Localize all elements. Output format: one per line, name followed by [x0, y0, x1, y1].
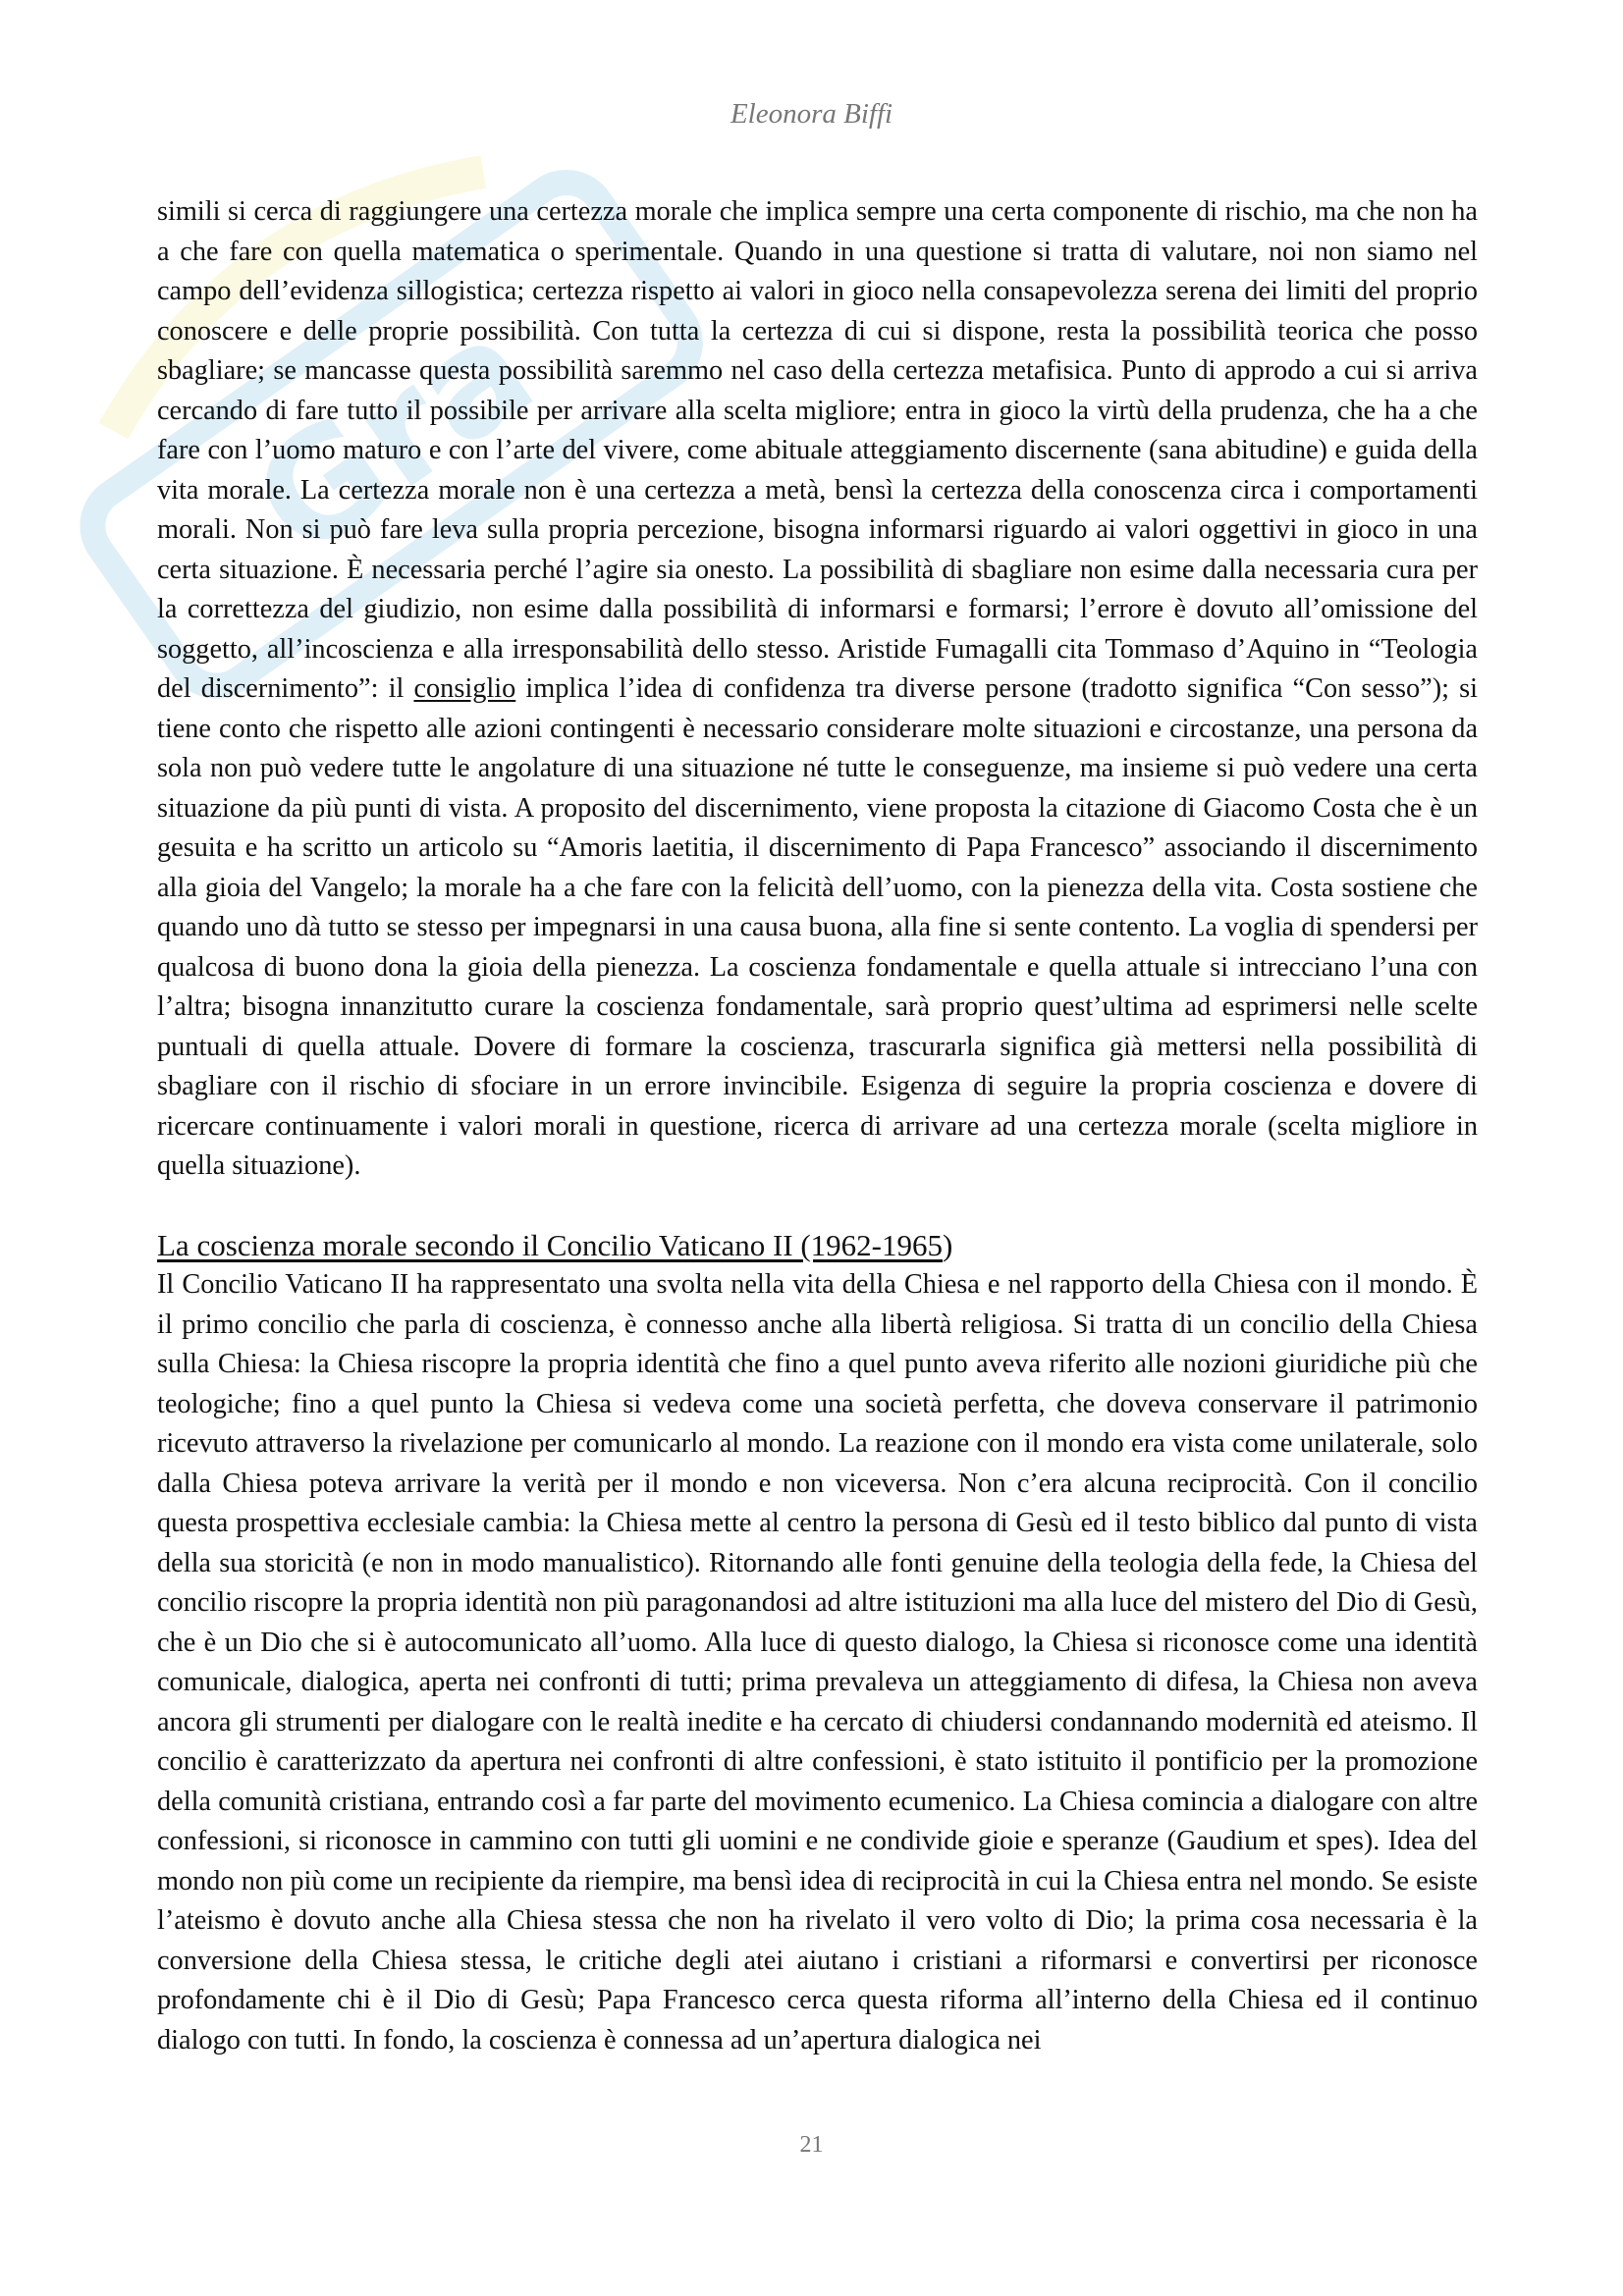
section-heading-text: La coscienza morale secondo il Concilio Vaticano II (1962-1965 [157, 1227, 944, 1262]
paragraph-text: simili si cerca di raggiungere una certezza morale che implica sempre una certa componente di rischio, ma che non ha a che fare con quella matematica o sperimentale. Quando in una questione si tratta di valutare, noi non siamo nel campo dell’evidenza sillogistica; certezza rispetto ai valori in gioco nella consapevolezza serena dei limiti del proprio conoscere e delle proprie possibilità. Con tutta la certezza di cui si dispone, resta la possibilità teorica che posso sbagliare; se mancasse questa possibilità saremmo nel caso della certezza metafisica. Punto di approdo a cui si arriva cercando di fare tutto il possibile per arrivare alla scelta migliore; entra in gioco la virtù della prudenza, che ha a che fare con l’uomo maturo e con l’arte del vivere, come abituale atteggiamento discernente (sana abitudine) e guida della vita morale. La certezza morale non è una certezza a metà, bensì la certezza della conoscenza circa i comportamenti morali. Non si può fare leva sulla propria percezione, bisogna informarsi riguardo ai valori oggettivi in gioco in una certa situazione. È necessaria perché l’agire sia onesto. La possibilità di sbagliare non esime dalla necessaria cura per la correttezza del giudizio, non esime dalla possibilità di informarsi e formarsi; l’errore è dovuto all’omissione del soggetto, all’incoscienza e alla irresponsabilità dello stesso. Aristide Fumagalli cita Tommaso d’Aquino in “Teologia del discernimento”: il [157, 196, 1478, 704]
paragraph-text: implica l’idea di confidenza tra diverse persone (tradotto significa “Con sesso”); si tiene conto che rispetto alle azioni contingenti è necessario considerare molte situazioni e circostanze, una persona da sola non può vedere tutte le angolature di una situazione né tutte le conseguenze, ma insieme si può vedere una certa situazione da più punti di vista. A proposito del discernimento, viene proposta la citazione di Giacomo Costa che è un gesuita e ha scritto un articolo su “Amoris laetitia, il discernimento di Papa Francesco” associando il discernimento alla gioia del Vangelo; la morale ha a che fare con la felicità dell’uomo, con la pienezza della vita. Costa sostiene che quando uno dà tutto se stesso per impegnarsi in una causa buona, alla fine si sente contento. La voglia di spendersi per qualcosa di buono dona la gioia della pienezza. La coscienza fondamentale e quella attuale si intrecciano l’una con l’altra; bisogna innanzitutto curare la coscienza fondamentale, sarà proprio quest’ultima ad esprimersi nelle scelte puntuali di quella attuale. Dovere di formare la coscienza, trascurarla significa già mettersi nella possibilità di sbagliare con il rischio di sfociare in un errore invincibile. Esigenza di seguire la propria coscienza e dovere di ricercare continuamente i valori morali in questione, ricerca di arrivare ad una certezza morale (scelta migliore in quella situazione). [157, 673, 1479, 1181]
section-heading [157, 1226, 1478, 1266]
svg-text:Gra: Gra [224, 283, 563, 592]
page-number: 21 [799, 2132, 824, 2158]
page-header-author: Eleonora Biffi [730, 98, 893, 130]
paragraph-concilio: Il Concilio Vaticano II ha rappresentato una svolta nella vita della Chiesa e nel rapporto della Chiesa con il mondo. È il primo concilio che parla di coscienza, è connesso anche alla libertà religiosa. Si tratta di un concilio della Chiesa sulla Chiesa: la Chiesa riscopre la propria identità che fino a quel punto aveva riferito alle nozioni giuridiche più che teologiche; fino a quel punto la Chiesa si vedeva come una società perfetta, che doveva conservare il patrimonio ricevuto attraverso la rivelazione per comunicarlo al mondo. La reazione con il mondo era vista come unilaterale, solo dalla Chiesa poteva arrivare la verità per il mondo e non viceversa. Non c’era alcuna reciprocità. Con il concilio questa prospettiva ecclesiale cambia: la Chiesa mette al centro la persona di Gesù ed il testo biblico dal punto di vista della sua storicità (e non in modo manualistico). Ritornando alle fonti genuine della teologia della fede, la Chiesa del concilio riscopre la propria identità non più paragonandosi ad altre istituzioni ma alla luce del mistero del Dio di Gesù, che è un Dio che si è autocomunicato all’uomo. Alla luce di questo dialogo, la Chiesa si riconosce come una identità comunicale, dialogica, aperta nei confronti di tutti; prima prevaleva un atteggiamento di difesa, la Chiesa non aveva ancora gli strumenti per dialogare con le realtà inedite e ha cercato di chiudersi condannando modernità ed ateismo. Il concilio è caratterizzato da apertura nei confronti di altre confessioni, è stato istituito il pontificio per la promozione della comunità cristiana, entrando così a far parte del movimento ecumenico. La Chiesa comincia a dialogare con altre confessioni, si riconosce in cammino con tutti gli uomini e ne condivide gioie e speranze (Gaudium et spes). Idea del mondo non più come un recipiente da riempire, ma bensì idea di reciprocità in cui la Chiesa entra nel mondo. Se esiste l’ateismo è dovuto anche alla Chiesa stessa che non ha rivelato il vero volto di Dio; la prima cosa necessaria è la conversione della Chiesa stessa, le critiche degli atei aiutano i cristiani a riformarsi e convertirsi per riconosce profondamente chi è il Dio di Gesù; Papa Francesco cerca questa riforma all’interno della Chiesa ed il continuo dialogo con tutti. In fondo, la coscienza è connessa ad un’apertura dialogica nei [157, 1269, 1478, 2056]
document-body [157, 192, 1478, 2060]
underlined-term: consiglio [413, 673, 516, 704]
section-heading-close: ) [943, 1227, 953, 1262]
paragraph-certezza-morale [157, 192, 1478, 1187]
